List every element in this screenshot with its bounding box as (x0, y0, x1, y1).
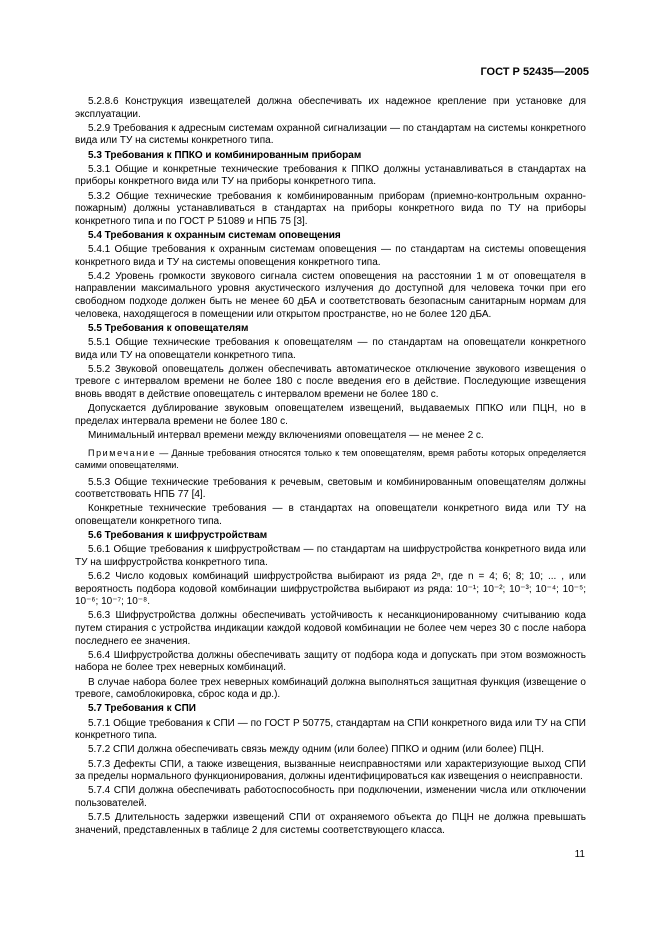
page-number: 11 (574, 849, 585, 860)
note (75, 447, 586, 471)
document-body (75, 96, 586, 839)
section-heading: 5.5 Требования к оповещателям (88, 322, 249, 334)
paragraph: 5.7.3 Дефекты СПИ, а также извещения, вызванные неисправностями или характеризующие выход СПИ за пределы нормального функционирования, должны идентифицироваться как извещения о неисправности. (75, 758, 586, 783)
section-heading: 5.4 Требования к охранным системам оповещения (88, 229, 341, 241)
section-heading: 5.6 Требования к шифрустройствам (88, 530, 268, 542)
section-heading: 5.3 Требования к ППКО и комбинированным приборам (88, 149, 362, 161)
paragraph: Минимальный интервал времени между включениями оповещателя — не менее 2 с. (88, 429, 484, 441)
paragraph: В случае набора более трех неверных комбинаций должна выполняться защитная функция (извещение о тревоге, самоблокировка, сброс кода и др.). (75, 676, 586, 701)
note-label: Примечание (88, 447, 157, 458)
paragraph: Допускается дублирование звуковым оповещателем извещений, выдаваемых ППКО или ПЦН, но в пределах интервала времени не более 180 с. (75, 403, 586, 427)
paragraph: 5.5.2 Звуковой оповещатель должен обеспечивать автоматическое отключение звукового извещения о тревоге с интервалом времени не более 180 с после введения его в действие. Последующие извещения вновь вводят в действие оповещатель с интервалом времени не более 180 с. (75, 363, 586, 400)
paragraph: 5.2.8.6 Конструкция извещателей должна обеспечивать их надежное крепление при установке для эксплуатации. (75, 96, 586, 120)
paragraph: 5.5.3 Общие технические требования к речевым, световым и комбинированным оповещателям должны соответствовать НПБ 77 [4]. (75, 476, 586, 501)
paragraph: 5.7.2 СПИ должна обеспечивать связь между одним (или более) ППКО и одним (или более) ПЦН. (88, 744, 545, 756)
section-heading: 5.7 Требования к СПИ (88, 703, 196, 715)
paragraph: 5.7.5 Длительность задержки извещений СПИ от охраняемого объекта до ПЦН не должна превышать значений, представленных в таблице 2 для системы соответствующего класса. (75, 812, 586, 836)
paragraph: 5.4.2 Уровень громкости звукового сигнала систем оповещения на расстоянии 1 м от оповещателя в направлении максимального уровня акустического излучения до доступной для человека точки при его свободном подходе должен быть не менее 60 дБА и соответствовать безопасным санитарным нормам для человека, находящегося в помещении или открытом пространстве, но не более 120 дБА. (75, 270, 586, 320)
paragraph: 5.6.1 Общие требования к шифрустройствам — по стандартам на шифрустройства конкретного вида или ТУ на шифрустройства конкретного типа. (75, 544, 586, 568)
paragraph: 5.7.1 Общие требования к СПИ — по ГОСТ Р 50775, стандартам на СПИ конкретного вида или ТУ на СПИ конкретного типа. (75, 717, 586, 742)
paragraph: 5.6.4 Шифрустройства должны обеспечивать защиту от подбора кода и допускать при этом возможность набора не более трех неверных комбинаций. (75, 649, 586, 674)
paragraph: 5.3.2 Общие технические требования к комбинированным приборам (приемно-контрольным охранно-пожарным) должны устанавливаться в стандартах на приборы конкретного вида по ТУ на приборы конкретного типа и по ГОСТ Р 51089 и НПБ 75 [3]. (75, 190, 586, 227)
paragraph: 5.3.1 Общие и конкретные технические требования к ППКО должны устанавливаться в стандартах на приборы конкретного вида или ТУ на приборы конкретного типа. (75, 163, 586, 188)
paragraph: 5.2.9 Требования к адресным системам охранной сигнализации — по стандартам на системы конкретного вида или ТУ на системы конкретного типа. (75, 122, 586, 147)
note-text: — Данные требования относятся только к тем оповещателям, время работы которых определяется самими оповещателями. (75, 447, 586, 470)
paragraph: 5.7.4 СПИ должна обеспечивать работоспособность при подключении, изменении числа или отключении пользователей. (75, 785, 586, 809)
paragraph: 5.6.3 Шифрустройства должны обеспечивать устойчивость к несанкционированному считыванию кода путем стирания с устройства индикации каждой кодовой комбинации не более чем через 30 с после набора последнего ее значения. (75, 610, 586, 647)
document-code-header: ГОСТ Р 52435—2005 (480, 66, 589, 78)
paragraph: 5.5.1 Общие технические требования к оповещателям — по стандартам на оповещатели конкретного вида или ТУ на оповещатели конкретного типа. (75, 337, 586, 361)
paragraph: 5.4.1 Общие требования к охранным системам оповещения — по стандартам на системы оповещения конкретного вида и ТУ на системы оповещения конкретного типа. (75, 244, 586, 268)
paragraph: Конкретные технические требования — в стандартах на оповещатели конкретного вида или ТУ на оповещатели конкретного типа. (75, 503, 586, 527)
paragraph: 5.6.2 Число кодовых комбинаций шифрустройства выбирают из ряда 2ⁿ, где n = 4; 6; 8; 10; ... , или вероятность подбора кодовой комбинации шифрустройства выбирают из ряда: 10⁻¹; 10⁻²; 10⁻³; 10⁻⁴; 10⁻⁵; 10⁻⁶; 10⁻⁷; 10⁻⁸. (75, 571, 586, 608)
